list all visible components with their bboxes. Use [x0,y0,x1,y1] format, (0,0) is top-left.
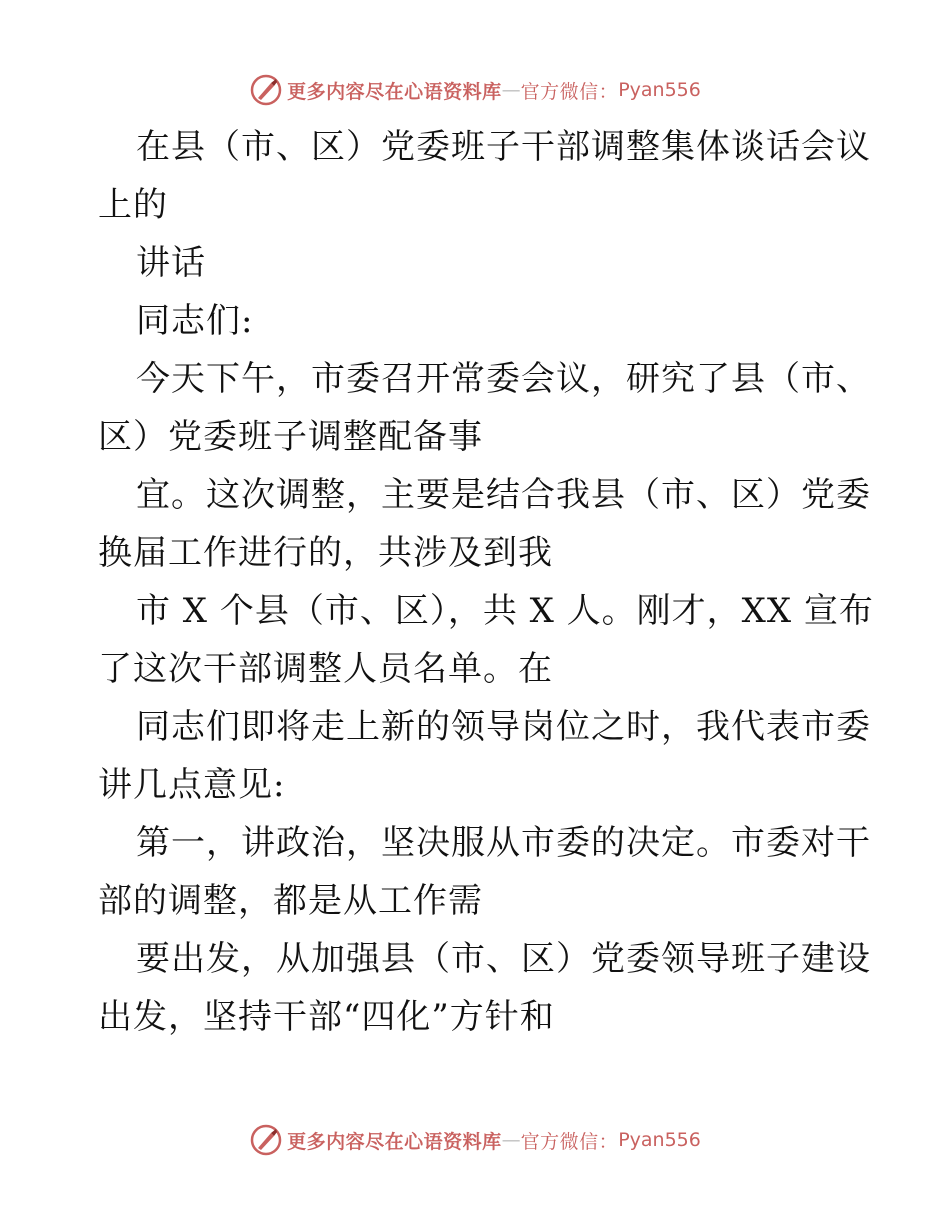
text-line: 同志们即将走上新的领导岗位之时，我代表市委 [136,707,871,747]
pen-logo-icon [249,1123,283,1157]
text-line: 出发，坚持干部“四化”方针和 [98,997,555,1037]
banner-account: Pyan556 [618,79,701,101]
banner-separator: — [501,79,521,101]
banner-text: 更多内容尽在心语资料库 [287,1130,502,1153]
text-line: 今天下午，市委召开常委会议，研究了县（市、 [136,359,871,399]
pen-logo-icon [249,73,283,107]
text-line: 换届工作进行的，共涉及到我 [98,533,553,573]
banner-separator: — [501,1129,521,1151]
text-line: 同志们: [136,301,254,341]
text-line: 第一，讲政治，坚决服从市委的决定。市委对干 [136,823,871,863]
banner-text: 更多内容尽在心语资料库 [287,80,502,103]
text-line: 了这次干部调整人员名单。在 [98,649,553,689]
footer-banner [0,1120,950,1160]
text-line: 部的调整，都是从工作需 [98,881,483,921]
text-line: 宜。这次调整，主要是结合我县（市、区）党委 [136,475,871,515]
text-line: 上的 [98,185,168,225]
text-line: 市 X 个县（市、区），共 X 人。刚才，XX 宣布 [136,591,874,631]
text-line: 讲几点意见: [98,765,286,805]
text-line: 区）党委班子调整配备事 [98,417,483,457]
text-line: 要出发，从加强县（市、区）党委领导班子建设 [136,939,871,979]
banner-wechat-label: 官方微信： [520,80,619,103]
text-line: 在县（市、区）党委班子干部调整集体谈话会议 [136,127,871,167]
banner-wechat-label: 官方微信： [520,1130,619,1153]
text-line: 讲话 [136,243,206,283]
header-banner [0,70,950,110]
document-body [98,118,874,1046]
banner-account: Pyan556 [618,1129,701,1151]
